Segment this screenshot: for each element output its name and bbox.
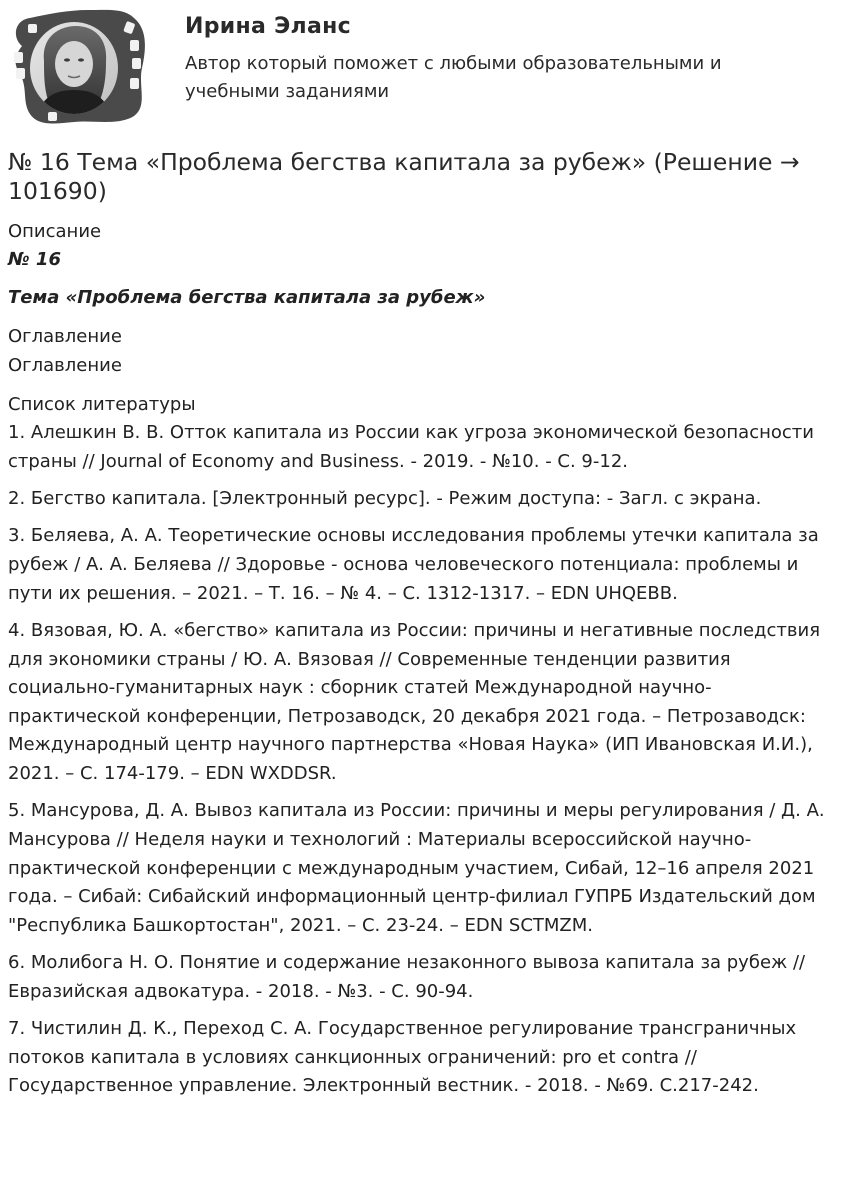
toc-heading: Оглавление [8, 326, 122, 347]
author-name[interactable]: Ирина Эланс [185, 14, 351, 39]
main-content [8, 148, 840, 1101]
page-title: № 16 Тема «Проблема бегства капитала за рубеж» (Решение → 101690) [8, 148, 800, 205]
reference-item: 2. Бегство капитала. [Электронный ресурс]. - Режим доступа: - Загл. с экрана. [8, 487, 762, 509]
reference-item: 4. Вязовая, Ю. А. «бегство» капитала из России: причины и негативные последствия для экономики страны / Ю. А. Вязовая // Современные тенденции развития социально-гуманитарных наук : сборник статей Международной научно-практической конференции, Петрозаводск, 20 декабря 2021 года. – Петрозаводск: Международный центр научного партнерства «Новая Наука» (ИП Ивановская И.И.), 2021. – С. 174-179. – EDN WXDDSR. [8, 619, 821, 784]
literature-heading: Список литературы [8, 394, 196, 415]
work-topic: Тема «Проблема бегства капитала за рубеж» [8, 287, 486, 308]
author-avatar[interactable] [8, 8, 150, 126]
description-label: Описание [8, 221, 102, 242]
work-number: № 16 [8, 249, 61, 270]
reference-item: 6. Молибога Н. О. Понятие и содержание незаконного вывоза капитала за рубеж // Евразийская адвокатура. - 2018. - №3. - С. 90-94. [8, 952, 806, 1002]
author-description: Автор который поможет с любыми образовательными и учебными заданиями [185, 53, 722, 102]
reference-item: 5. Мансурова, Д. А. Вывоз капитала из России: причины и меры регулирования / Д. А. Мансурова // Неделя науки и технологий : Материалы всероссийской научно-практической конференции с международным участием, Сибай, 12–16 апреля 2021 года. – Сибай: Сибайский информационный центр-филиал ГУПРБ Издательский дом "Республика Башкортостан", 2021. – С. 23-24. – EDN SCTMZM. [8, 800, 825, 936]
reference-item: 3. Беляева, А. А. Теоретические основы исследования проблемы утечки капитала за рубеж / А. А. Беляева // Здоровье - основа человеческого потенциала: проблемы и пути их решения. – 2021. – Т. 16. – № 4. – С. 1312-1317. – EDN UHQEBB. [8, 525, 819, 604]
table-of-contents [8, 322, 840, 380]
author-header [8, 0, 840, 140]
reference-item: 1. Алешкин В. В. Отток капитала из России как угроза экономической безопасности страны // Journal of Economy and Business. - 2019. - №10. - С. 9-12. [8, 422, 814, 472]
page [8, 0, 840, 1110]
reference-item: 7. Чистилин Д. К., Переход С. А. Государственное регулирование трансграничных потоков капитала в условиях санкционных ограничений: pro et contra // Государственное управление. Электронный вестник. - 2018. - №69. С.217-242. [8, 1018, 797, 1097]
reference-list [8, 419, 840, 1101]
toc-heading: Оглавление [8, 355, 122, 376]
